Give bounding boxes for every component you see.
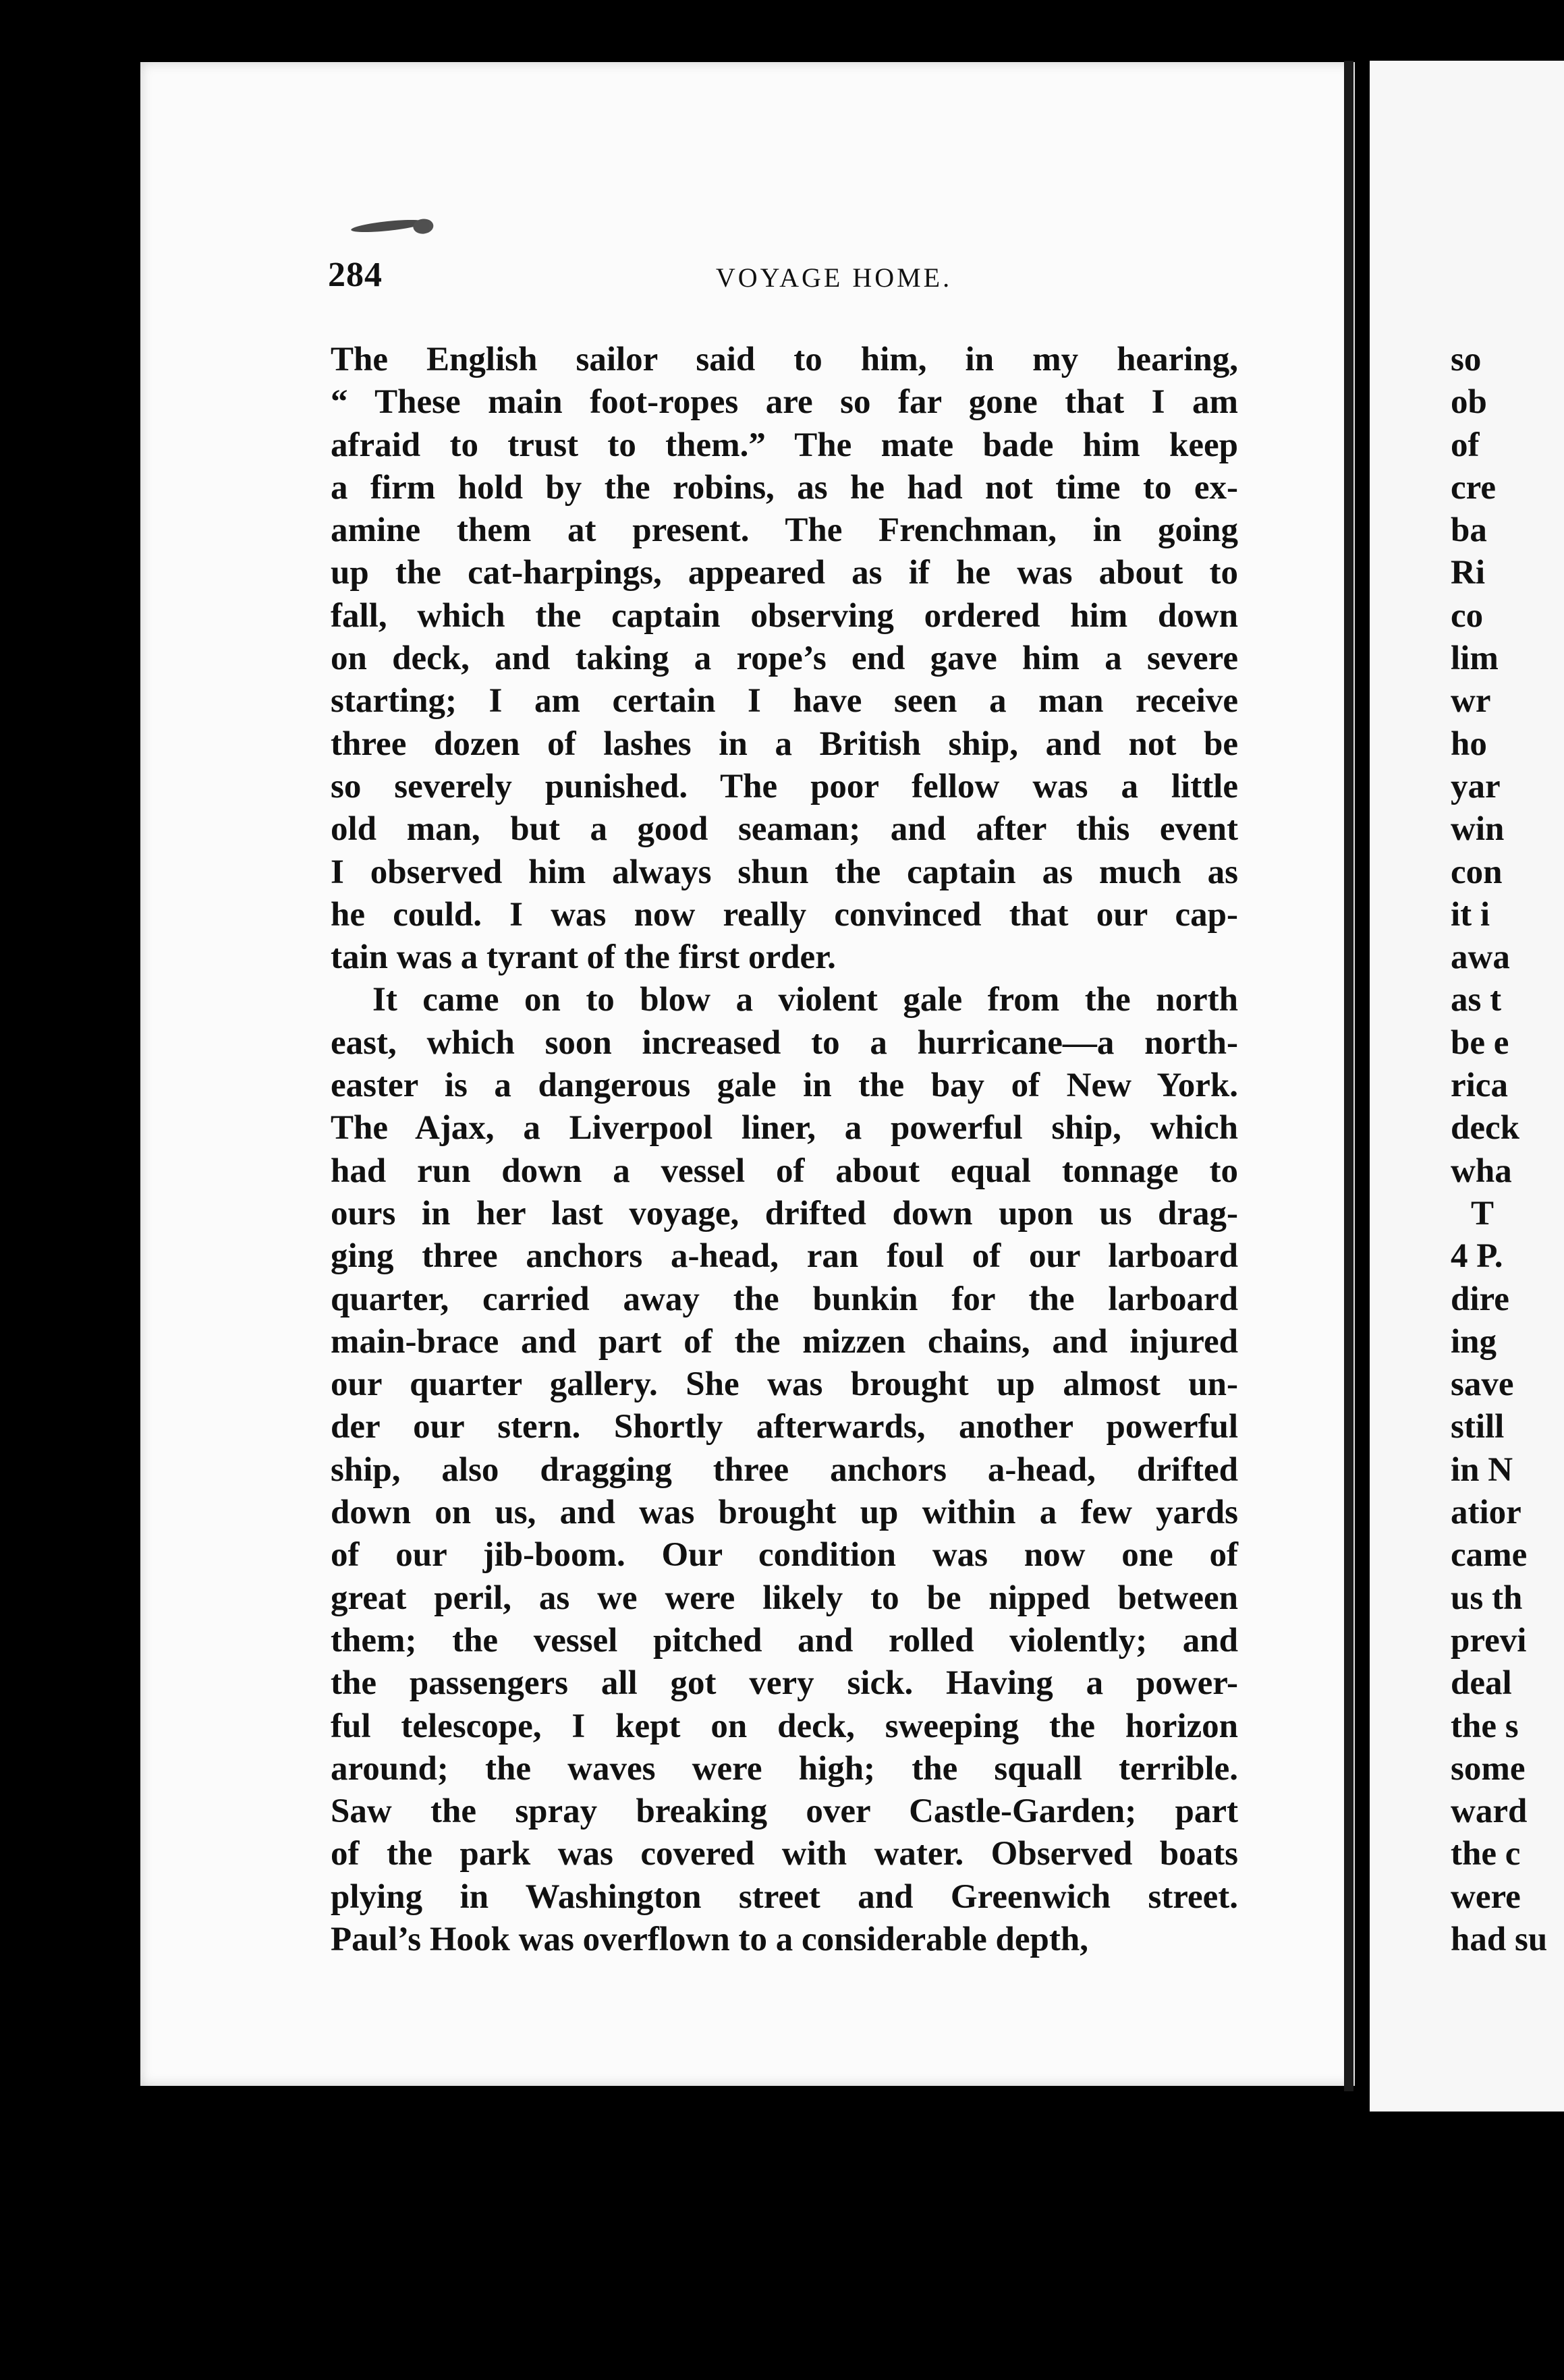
page-number: 284 — [328, 256, 383, 294]
text-line: of the park was covered with water. Observed boats — [331, 1835, 1238, 1873]
text-line: “ These main foot-ropes are so far gone that I am — [331, 383, 1238, 422]
facing-text-line: it i — [1451, 895, 1490, 934]
facing-text-line: had su — [1451, 1920, 1548, 1958]
text-line: the passengers all got very sick. Having a power- — [331, 1664, 1238, 1703]
facing-text-line: ing — [1451, 1322, 1497, 1361]
facing-text-line: wr — [1451, 682, 1491, 720]
text-line: ship, also dragging three anchors a-head, drifted — [331, 1450, 1238, 1489]
text-line: great peril, as we were likely to be nipped between — [331, 1579, 1238, 1617]
facing-text-line: atior — [1451, 1494, 1521, 1532]
main-body-text — [331, 339, 1238, 1961]
facing-text-line: T — [1471, 1194, 1495, 1232]
text-line: a firm hold by the robins, as he had not time to ex- — [331, 468, 1238, 507]
facing-text-line: rica — [1451, 1067, 1508, 1105]
text-line: I observed him always shun the captain as much as — [331, 853, 1238, 891]
facing-text-line: con — [1451, 853, 1503, 891]
text-line: around; the waves were high; the squall terrible. — [331, 1749, 1238, 1788]
facing-text-line: win — [1451, 810, 1505, 849]
text-line: had run down a vessel of about equal tonnage to — [331, 1152, 1238, 1190]
text-line: up the cat-harpings, appeared as if he was about to — [331, 554, 1238, 592]
facing-text-line: 4 P. — [1451, 1237, 1503, 1276]
facing-text-line: some — [1451, 1749, 1526, 1788]
text-line: main-brace and part of the mizzen chains, and injured — [331, 1322, 1238, 1361]
facing-text-line: ward — [1451, 1792, 1528, 1831]
text-line: afraid to trust to them.” The mate bade him keep — [331, 426, 1238, 464]
text-line: easter is a dangerous gale in the bay of New York. — [331, 1067, 1238, 1105]
text-line: ful telescope, I kept on deck, sweeping the horizon — [331, 1707, 1238, 1745]
text-line: of our jib-boom. Our condition was now one of — [331, 1536, 1238, 1575]
page-gutter — [1344, 61, 1353, 2091]
facing-text-line: ho — [1451, 725, 1487, 763]
text-line: plying in Washington street and Greenwich street. — [331, 1877, 1238, 1916]
facing-text-line: ba — [1451, 511, 1487, 550]
text-line: fall, which the captain observing ordered him down — [331, 596, 1238, 635]
text-line: The Ajax, a Liverpool liner, a powerful ship, which — [331, 1109, 1238, 1148]
text-line: It came on to blow a violent gale from the north — [372, 981, 1238, 1019]
facing-text-line: yar — [1451, 767, 1501, 805]
text-line: quarter, carried away the bunkin for the larboard — [331, 1280, 1238, 1318]
facing-text-line: of — [1451, 426, 1480, 464]
facing-text-line: us th — [1451, 1579, 1523, 1617]
text-line: on deck, and taking a rope’s end gave him a severe — [331, 640, 1238, 678]
facing-text-line: so — [1451, 341, 1482, 378]
facing-text-line: were — [1451, 1877, 1521, 1916]
text-line: so severely punished. The poor fellow was a little — [331, 767, 1238, 805]
facing-page-text — [1451, 339, 1564, 1961]
text-line: our quarter gallery. She was brought up almost un- — [331, 1365, 1238, 1404]
facing-text-line: lim — [1451, 640, 1499, 678]
facing-text-line: in N — [1451, 1450, 1513, 1489]
text-line: down on us, and was brought up within a few yards — [331, 1494, 1238, 1532]
text-line: amine them at present. The Frenchman, in going — [331, 511, 1238, 550]
text-line: old man, but a good seaman; and after this event — [331, 810, 1238, 849]
facing-text-line: previ — [1451, 1621, 1527, 1660]
text-line: der our stern. Shortly afterwards, another powerful — [331, 1408, 1238, 1446]
text-line: Paul’s Hook was overflown to a considerable depth, — [331, 1920, 1088, 1958]
facing-text-line: still — [1451, 1408, 1505, 1446]
facing-text-line: the s — [1451, 1707, 1519, 1745]
text-line: starting; I am certain I have seen a man receive — [331, 682, 1238, 720]
text-line: ging three anchors a-head, ran foul of our larboard — [331, 1237, 1238, 1276]
facing-text-line: awa — [1451, 938, 1510, 977]
text-line: them; the vessel pitched and rolled violently; and — [331, 1621, 1238, 1660]
text-line: The English sailor said to him, in my hearing, — [331, 341, 1238, 378]
facing-text-line: be e — [1451, 1023, 1509, 1062]
facing-text-line: Ri — [1451, 554, 1485, 592]
facing-text-line: ob — [1451, 383, 1487, 422]
facing-text-line: cre — [1451, 468, 1496, 507]
facing-text-line: deck — [1451, 1109, 1519, 1148]
facing-text-line: came — [1451, 1536, 1528, 1575]
text-line: Saw the spray breaking over Castle-Garden; part — [331, 1792, 1238, 1831]
text-line: three dozen of lashes in a British ship, and not be — [331, 725, 1238, 763]
facing-text-line: co — [1451, 596, 1484, 635]
text-line: ours in her last voyage, drifted down upon us drag- — [331, 1194, 1238, 1232]
facing-text-line: wha — [1451, 1152, 1512, 1190]
running-head: VOYAGE HOME. — [715, 262, 953, 293]
facing-text-line: save — [1451, 1365, 1514, 1404]
facing-text-line: dire — [1451, 1280, 1509, 1318]
text-line: he could. I was now really convinced that our cap- — [331, 895, 1238, 934]
facing-text-line: the c — [1451, 1835, 1521, 1873]
facing-text-line: as t — [1451, 981, 1502, 1019]
text-line: tain was a tyrant of the first order. — [331, 938, 836, 977]
page-header — [328, 255, 1259, 302]
facing-text-line: deal — [1451, 1664, 1512, 1703]
text-line: east, which soon increased to a hurricane—a north- — [331, 1023, 1238, 1062]
